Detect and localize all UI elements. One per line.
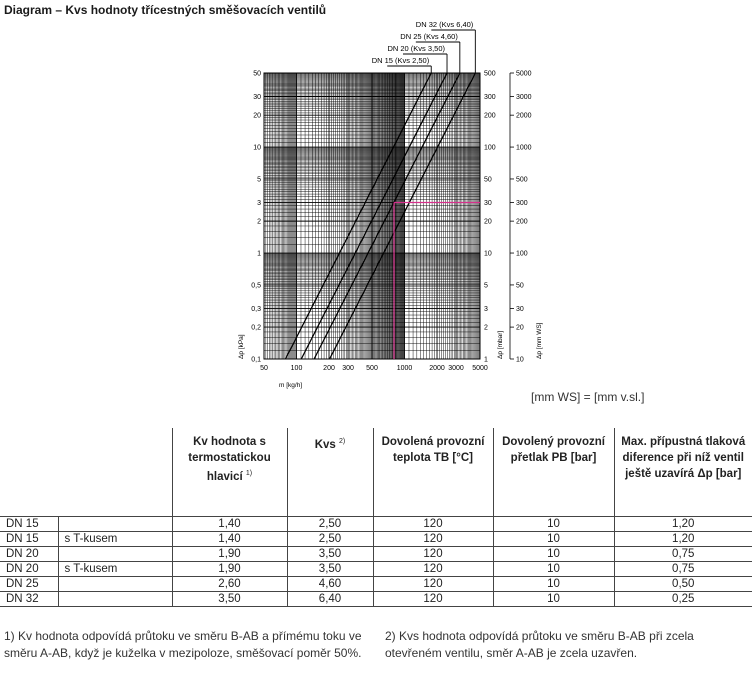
- series-label: DN 25 (Kvs 4,60): [400, 32, 458, 41]
- header-kvs: Kvs $^{2)}$: [287, 428, 373, 517]
- cell-kv: 1,40: [172, 517, 287, 532]
- table-row: [0, 547, 752, 562]
- y-mid-tick-label: 3: [484, 305, 488, 313]
- header-dp: Max. přípustná tlaková diference při níž ventil ještě uzavírá Δp [bar]: [614, 428, 752, 517]
- cell-tb: 120: [373, 517, 493, 532]
- y-right-tick-label: 2000: [516, 112, 532, 120]
- cell-kv: 1,90: [172, 562, 287, 577]
- y-mid-tick-label: 100: [484, 144, 496, 152]
- y-right-tick-label: 50: [516, 282, 524, 290]
- cell-dp: 0,75: [614, 562, 752, 577]
- table-row: [0, 517, 752, 532]
- x-tick-label: 50: [260, 365, 268, 372]
- header-pb: Dovolený provozní přetlak PB [bar]: [493, 428, 614, 517]
- unit-note: [mm WS] = [mm v.sl.]: [531, 390, 645, 404]
- x-tick-label: 2000: [429, 365, 445, 372]
- cell-dp: 1,20: [614, 532, 752, 547]
- y-right-tick-label: 100: [516, 250, 528, 258]
- cell-kv: 1,40: [172, 532, 287, 547]
- y-mid-axis-label: Δp [mbar]: [497, 330, 504, 359]
- cell-note: [58, 517, 172, 532]
- header-dn: [0, 428, 58, 517]
- x-tick-label: 5000: [472, 365, 488, 372]
- page-title: Diagram – Kvs hodnoty třícestných směšovacích ventilů: [4, 3, 327, 17]
- cell-note: s T-kusem: [58, 532, 172, 547]
- cell-pb: 10: [493, 547, 614, 562]
- table-row: [0, 532, 752, 547]
- table-row: [0, 592, 752, 607]
- y-left-tick-label: 1: [257, 250, 261, 258]
- y-mid-tick-label: 30: [484, 199, 492, 207]
- x-tick-label: 200: [323, 365, 335, 372]
- y-right-tick-label: 30: [516, 305, 524, 313]
- y-mid-tick-label: 20: [484, 218, 492, 226]
- cell-pb: 10: [493, 577, 614, 592]
- header-kv: Kv hodnota s termostatickou hlavicí $^{1)}$: [172, 428, 287, 517]
- x-tick-label: 3000: [448, 365, 464, 372]
- cell-tb: 120: [373, 532, 493, 547]
- cell-note: [58, 577, 172, 592]
- x-tick-label: 300: [342, 365, 354, 372]
- y-left-tick-label: 0,1: [251, 356, 261, 364]
- y-left-tick-label: 0,3: [251, 305, 261, 313]
- cell-kvs: 3,50: [287, 547, 373, 562]
- y-mid-tick-label: 500: [484, 70, 496, 78]
- kvs-table: [0, 428, 752, 607]
- series-label: DN 20 (Kvs 3,50): [387, 44, 446, 53]
- y-right-tick-label: 10: [516, 356, 524, 364]
- y-mid-tick-label: 10: [484, 250, 492, 258]
- y-right-tick-label: 200: [516, 218, 528, 226]
- x-tick-label: 500: [366, 365, 378, 372]
- series-label: DN 32 (Kvs 6,40): [415, 20, 474, 29]
- cell-pb: 10: [493, 532, 614, 547]
- y-right-tick-label: 20: [516, 324, 524, 332]
- y-right-tick-label: 3000: [516, 94, 532, 102]
- cell-tb: 120: [373, 562, 493, 577]
- cell-tb: 120: [373, 577, 493, 592]
- y-left-tick-label: 0,5: [251, 282, 261, 290]
- y-left-tick-label: 10: [253, 144, 261, 152]
- cell-dn: DN 15: [0, 517, 58, 532]
- series-line: [285, 73, 431, 359]
- y-mid-tick-label: 300: [484, 94, 496, 102]
- y-left-tick-label: 2: [257, 218, 261, 226]
- cell-kvs: 6,40: [287, 592, 373, 607]
- cell-kvs: 2,50: [287, 517, 373, 532]
- x-axis-label: m [kg/h]: [279, 382, 303, 389]
- y-left-tick-label: 50: [253, 70, 261, 78]
- footnote-2: 2) Kvs hodnota odpovídá průtoku ve směru B-AB při zcela otevřeném ventilu, směr A-AB je zcela uzavřen.: [385, 629, 694, 660]
- cell-tb: 120: [373, 547, 493, 562]
- cell-note: [58, 547, 172, 562]
- series-label: DN 15 (Kvs 2,50): [371, 56, 430, 65]
- x-tick-label: 100: [290, 365, 303, 372]
- cell-dn: DN 32: [0, 592, 58, 607]
- header-note: [58, 428, 172, 517]
- cell-note: [58, 592, 172, 607]
- header-tb: Dovolená provozní teplota TB [°C]: [373, 428, 493, 517]
- series-line: [301, 73, 447, 359]
- y-mid-tick-label: 5: [484, 282, 488, 290]
- cell-kvs: 4,60: [287, 577, 373, 592]
- cell-kv: 1,90: [172, 547, 287, 562]
- cell-dp: 0,50: [614, 577, 752, 592]
- cell-tb: 120: [373, 592, 493, 607]
- y-right-tick-label: 5000: [516, 70, 532, 78]
- x-tick-label: 1000: [396, 365, 413, 372]
- y-right-axis-label: Δp [mm WS]: [536, 322, 543, 359]
- y-left-axis-label: Δp [kPa]: [238, 334, 245, 359]
- table-row: [0, 577, 752, 592]
- cell-kv: 2,60: [172, 577, 287, 592]
- cell-kvs: 3,50: [287, 562, 373, 577]
- y-left-tick-label: 20: [253, 112, 261, 120]
- cell-pb: 10: [493, 562, 614, 577]
- footnote-1: 1) Kv hodnota odpovídá průtoku ve směru B-AB a přímému toku ve směru A-AB, když je kuželka v mezipoloze, směšovací poměr 50%.: [4, 629, 362, 660]
- y-left-tick-label: 30: [253, 94, 261, 102]
- cell-dn: DN 25: [0, 577, 58, 592]
- cell-dn: DN 20: [0, 562, 58, 577]
- y-right-tick-label: 1000: [516, 144, 532, 152]
- table-header-row: [0, 428, 752, 517]
- y-mid-tick-label: 50: [484, 176, 492, 184]
- cell-dp: 0,25: [614, 592, 752, 607]
- cell-dn: DN 15: [0, 532, 58, 547]
- table-row: [0, 562, 752, 577]
- cell-pb: 10: [493, 517, 614, 532]
- cell-kvs: 2,50: [287, 532, 373, 547]
- y-mid-tick-label: 1: [484, 356, 488, 364]
- y-right-tick-label: 300: [516, 199, 528, 207]
- cell-dp: 0,75: [614, 547, 752, 562]
- cell-kv: 3,50: [172, 592, 287, 607]
- y-mid-tick-label: 200: [484, 112, 496, 120]
- y-mid-tick-label: 2: [484, 324, 488, 332]
- cell-note: s T-kusem: [58, 562, 172, 577]
- cell-dn: DN 20: [0, 547, 58, 562]
- y-left-tick-label: 0,2: [251, 324, 261, 332]
- cell-dp: 1,20: [614, 517, 752, 532]
- y-right-tick-label: 500: [516, 176, 528, 184]
- cell-pb: 10: [493, 592, 614, 607]
- y-left-tick-label: 3: [257, 199, 261, 207]
- y-left-tick-label: 5: [257, 176, 261, 184]
